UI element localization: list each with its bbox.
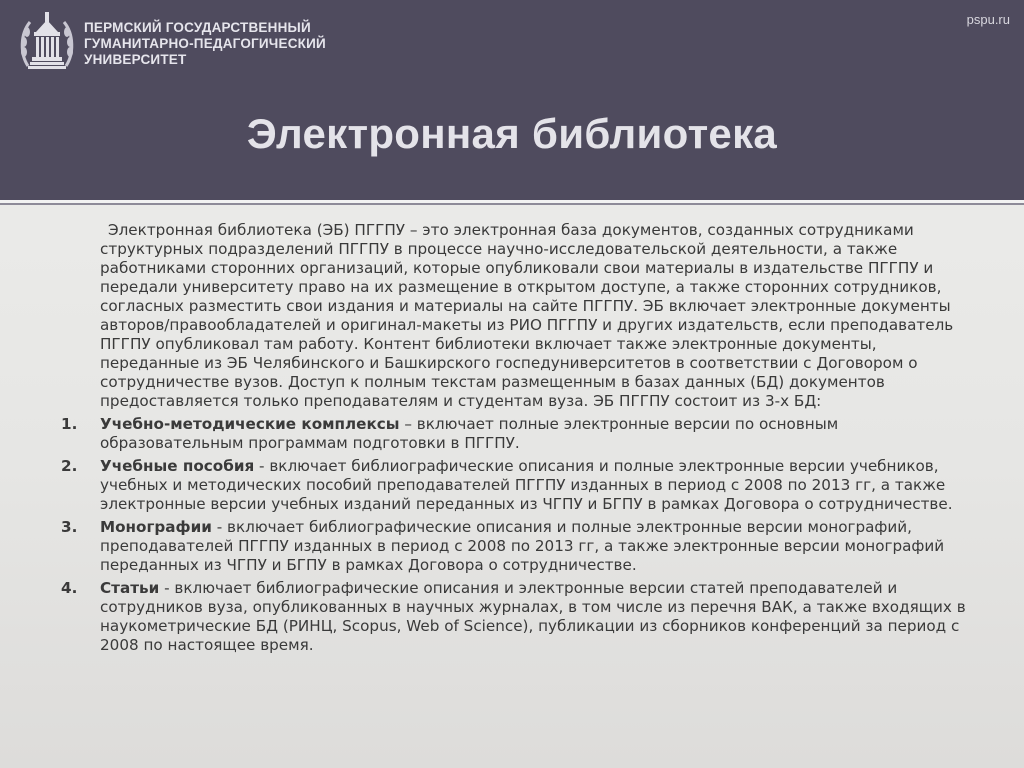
university-name — [84, 20, 326, 68]
list-term: Учебные пособия — [100, 457, 255, 475]
university-name-line: УНИВЕРСИТЕТ — [84, 52, 187, 67]
list-term: Статьи — [100, 579, 160, 597]
list-term: Монографии — [100, 518, 212, 536]
list-item — [61, 579, 970, 655]
list-number: 4. — [61, 579, 78, 597]
list-text: - включает библиографические описания и полные электронные версии монографий, преподавателей ПГГПУ изданных в период с 2008 по 2013 гг, а также электронные версии монографий переданных из ЧГПУ и БГПУ в рамках Договора о сотрудничестве. — [100, 518, 945, 574]
header-divider-shadow — [0, 203, 1024, 205]
list-number: 2. — [61, 457, 78, 475]
university-logo-icon — [18, 8, 76, 76]
list-text: - включает библиографические описания и электронные версии статей преподавателей и сотрудников вуза, опубликованных в научных журналах, в том числе из перечня ВАК, а также входящих в наукометрические БД (РИНЦ, Scopus, Web of Science), публикации из сборников конференций за период с 2008 по настоящее время. — [100, 579, 966, 654]
list-item — [61, 518, 970, 575]
page-title: Электронная библиотека — [246, 110, 778, 157]
university-name-line: ГУМАНИТАРНО-ПЕДАГОГИЧЕСКИЙ — [84, 36, 326, 51]
university-name-line: ПЕРМСКИЙ ГОСУДАРСТВЕННЫЙ — [84, 20, 311, 35]
header-band — [0, 0, 1024, 200]
list-number: 1. — [61, 415, 78, 433]
list-item — [61, 415, 970, 453]
list-text: - включает библиографические описания и полные электронные версии учебников, учебных и методических пособий преподавателей ПГГПУ изданных в период с 2008 по 2013 гг, а также электронные версии учебных изданий переданных из ЧГПУ и БГПУ в рамках Договора о сотрудничестве. — [100, 457, 953, 513]
intro-paragraph: Электронная библиотека (ЭБ) ПГГПУ – это электронная база документов, созданных сотрудниками структурных подразделений ПГГПУ в процессе научно-исследовательской деятельности, а также работниками сторонних организаций, которые опубликовали свои материалы в издательстве ПГГПУ и передали университету право на их размещение в открытом доступе, а также сторонних сотрудников, согласных разместить свои издания и материалы на сайте ПГГПУ. ЭБ включает электронные документы авторов/правообладателей и оригинал-макеты из РИО ПГГПУ и других издательств, если преподаватель ПГГПУ опубликовал там работу. Контент библиотеки включает также электронные документы, переданные из ЭБ Челябинского и Башкирского госпедуниверситетов в соответствии с Договором о сотрудничестве вузов. Доступ к полным текстам размещенным в базах данных (БД) документов предоставляется только преподавателям и студентам вуза. ЭБ ПГГПУ состоит из 3-х БД: — [100, 221, 954, 410]
list-term: Учебно-методические комплексы — [100, 415, 400, 433]
site-url: pspu.ru — [966, 12, 1010, 27]
body-content — [61, 221, 970, 659]
database-list — [61, 415, 970, 655]
list-item — [61, 457, 970, 514]
list-number: 3. — [61, 518, 78, 536]
list-text: – включает полные электронные версии по основным образовательным программам подготовки в ПГГПУ. — [100, 415, 839, 452]
